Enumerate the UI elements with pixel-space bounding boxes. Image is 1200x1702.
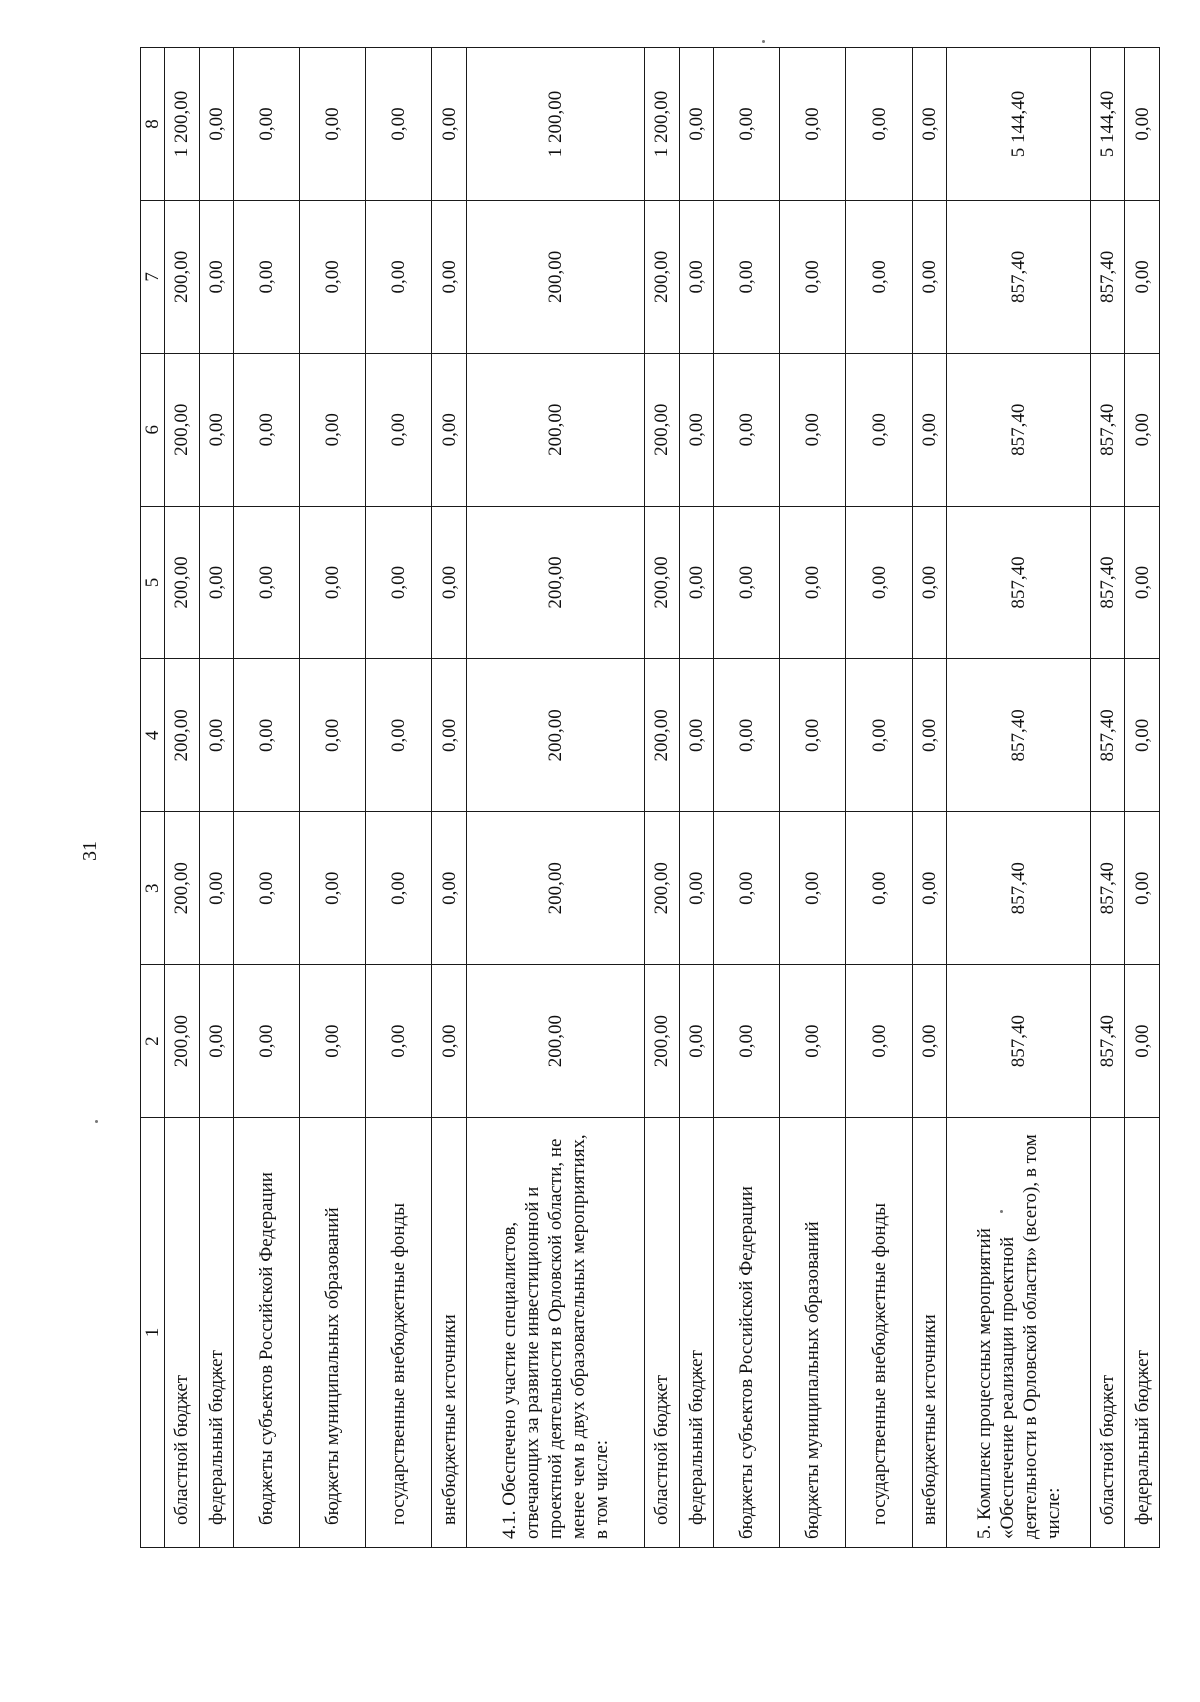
value-cell: 0,00 (199, 812, 234, 965)
value-cell: 0,00 (300, 48, 366, 201)
value-cell: 200,00 (645, 812, 680, 965)
value-cell: 0,00 (234, 353, 300, 506)
value-cell: 0,00 (912, 200, 947, 353)
value-cell: 0,00 (679, 48, 714, 201)
value-cell: 0,00 (679, 965, 714, 1118)
table-row (780, 48, 846, 1548)
rotated-table-sheet (140, 48, 1160, 1548)
value-cell: 0,00 (679, 200, 714, 353)
row-label: внебюджетные источники (432, 1118, 467, 1548)
value-cell: 0,00 (912, 353, 947, 506)
table-row (645, 48, 680, 1548)
scan-speck (95, 1120, 98, 1123)
value-cell: 0,00 (366, 812, 432, 965)
value-cell: 0,00 (234, 659, 300, 812)
value-cell: 0,00 (846, 353, 912, 506)
row-label: областной бюджет (645, 1118, 680, 1548)
budget-table (140, 47, 1160, 1548)
value-cell: 0,00 (234, 506, 300, 659)
row-label: бюджеты муниципальных образований (300, 1118, 366, 1548)
row-label: областной бюджет (1090, 1118, 1125, 1548)
value-cell: 0,00 (199, 965, 234, 1118)
table-row (165, 48, 200, 1548)
value-cell: 0,00 (300, 965, 366, 1118)
value-cell: 200,00 (466, 659, 644, 812)
value-cell: 0,00 (912, 48, 947, 201)
header-col-5: 5 (141, 506, 165, 659)
value-cell: 200,00 (165, 506, 200, 659)
row-label: 5. Комплекс процессных мероприятий «Обеспечение реализации проектной деятельности в Орловской области» (всего), в том числе: (947, 1118, 1091, 1548)
value-cell: 857,40 (947, 506, 1091, 659)
value-cell: 857,40 (1090, 506, 1125, 659)
value-cell: 857,40 (947, 965, 1091, 1118)
value-cell: 0,00 (714, 48, 780, 201)
row-label: федеральный бюджет (1125, 1118, 1160, 1548)
value-cell: 200,00 (165, 965, 200, 1118)
value-cell: 0,00 (300, 353, 366, 506)
value-cell: 200,00 (466, 812, 644, 965)
scan-speck (762, 40, 765, 43)
header-col-4: 4 (141, 659, 165, 812)
row-label: федеральный бюджет (679, 1118, 714, 1548)
value-cell: 0,00 (780, 506, 846, 659)
value-cell: 0,00 (199, 353, 234, 506)
value-cell: 0,00 (780, 965, 846, 1118)
value-cell: 0,00 (432, 506, 467, 659)
row-label: бюджеты муниципальных образований (780, 1118, 846, 1548)
table-row (199, 48, 234, 1548)
value-cell: 857,40 (1090, 659, 1125, 812)
value-cell: 857,40 (947, 659, 1091, 812)
value-cell: 0,00 (300, 659, 366, 812)
table-row (300, 48, 366, 1548)
value-cell: 0,00 (1125, 965, 1160, 1118)
page-number: 31 (79, 841, 101, 861)
table-row (679, 48, 714, 1548)
value-cell: 0,00 (714, 353, 780, 506)
row-label: государственные внебюджетные фонды (366, 1118, 432, 1548)
value-cell: 0,00 (846, 506, 912, 659)
value-cell: 0,00 (1125, 506, 1160, 659)
table-body (165, 48, 1160, 1548)
value-cell: 0,00 (432, 200, 467, 353)
value-cell: 0,00 (714, 506, 780, 659)
value-cell: 0,00 (780, 659, 846, 812)
header-col-2: 2 (141, 965, 165, 1118)
header-col-1: 1 (141, 1118, 165, 1548)
value-cell: 200,00 (165, 200, 200, 353)
value-cell: 0,00 (1125, 659, 1160, 812)
value-cell: 0,00 (780, 812, 846, 965)
value-cell: 0,00 (432, 353, 467, 506)
value-cell: 0,00 (1125, 812, 1160, 965)
value-cell: 0,00 (714, 812, 780, 965)
value-cell: 857,40 (947, 812, 1091, 965)
value-cell: 0,00 (366, 659, 432, 812)
table-row (366, 48, 432, 1548)
value-cell: 200,00 (645, 659, 680, 812)
value-cell: 0,00 (912, 506, 947, 659)
value-cell: 0,00 (679, 506, 714, 659)
value-cell: 0,00 (432, 965, 467, 1118)
value-cell: 200,00 (165, 812, 200, 965)
table-row (714, 48, 780, 1548)
value-cell: 0,00 (780, 353, 846, 506)
header-row (141, 48, 165, 1548)
row-label: государственные внебюджетные фонды (846, 1118, 912, 1548)
row-label: внебюджетные источники (912, 1118, 947, 1548)
value-cell: 857,40 (1090, 812, 1125, 965)
value-cell: 5 144,40 (1090, 48, 1125, 201)
value-cell: 0,00 (199, 48, 234, 201)
value-cell: 857,40 (1090, 965, 1125, 1118)
row-label: областной бюджет (165, 1118, 200, 1548)
value-cell: 0,00 (234, 965, 300, 1118)
table-row (234, 48, 300, 1548)
value-cell: 0,00 (846, 200, 912, 353)
value-cell: 1 200,00 (645, 48, 680, 201)
value-cell: 857,40 (1090, 353, 1125, 506)
value-cell: 0,00 (1125, 200, 1160, 353)
value-cell: 0,00 (366, 965, 432, 1118)
value-cell: 0,00 (679, 353, 714, 506)
value-cell: 0,00 (780, 48, 846, 201)
value-cell: 0,00 (234, 200, 300, 353)
row-label: 4.1. Обеспечено участие специалистов, отвечающих за развитие инвестиционной и проектной деятельности в Орловской области, не менее чем в двух образовательных мероприятиях, в том числе: (466, 1118, 644, 1548)
value-cell: 0,00 (679, 812, 714, 965)
value-cell: 857,40 (1090, 200, 1125, 353)
value-cell: 0,00 (199, 659, 234, 812)
value-cell: 0,00 (912, 812, 947, 965)
value-cell: 0,00 (714, 659, 780, 812)
table-row (432, 48, 467, 1548)
value-cell: 0,00 (234, 812, 300, 965)
header-col-7: 7 (141, 200, 165, 353)
value-cell: 0,00 (366, 353, 432, 506)
table-row (912, 48, 947, 1548)
value-cell: 0,00 (1125, 48, 1160, 201)
value-cell: 0,00 (846, 659, 912, 812)
value-cell: 1 200,00 (466, 48, 644, 201)
value-cell: 0,00 (432, 812, 467, 965)
value-cell: 0,00 (846, 965, 912, 1118)
value-cell: 0,00 (780, 200, 846, 353)
value-cell: 0,00 (366, 200, 432, 353)
value-cell: 200,00 (165, 353, 200, 506)
table-row (466, 48, 644, 1548)
table-row (846, 48, 912, 1548)
row-label: бюджеты субъектов Российской Федерации (714, 1118, 780, 1548)
value-cell: 0,00 (846, 812, 912, 965)
value-cell: 0,00 (366, 506, 432, 659)
value-cell: 0,00 (234, 48, 300, 201)
value-cell: 1 200,00 (165, 48, 200, 201)
value-cell: 0,00 (300, 506, 366, 659)
header-col-8: 8 (141, 48, 165, 201)
value-cell: 200,00 (466, 965, 644, 1118)
value-cell: 0,00 (432, 48, 467, 201)
row-label: федеральный бюджет (199, 1118, 234, 1548)
value-cell: 5 144,40 (947, 48, 1091, 201)
table-row (947, 48, 1091, 1548)
value-cell: 0,00 (912, 659, 947, 812)
value-cell: 0,00 (714, 200, 780, 353)
value-cell: 0,00 (300, 200, 366, 353)
value-cell: 200,00 (466, 200, 644, 353)
value-cell: 200,00 (466, 353, 644, 506)
value-cell: 0,00 (199, 200, 234, 353)
value-cell: 0,00 (846, 48, 912, 201)
value-cell: 200,00 (645, 200, 680, 353)
table-row (1125, 48, 1160, 1548)
value-cell: 0,00 (366, 48, 432, 201)
value-cell: 200,00 (466, 506, 644, 659)
header-col-3: 3 (141, 812, 165, 965)
table-header (141, 48, 165, 1548)
header-col-6: 6 (141, 353, 165, 506)
value-cell: 200,00 (645, 965, 680, 1118)
value-cell: 200,00 (645, 506, 680, 659)
table-row (1090, 48, 1125, 1548)
value-cell: 200,00 (165, 659, 200, 812)
row-label: бюджеты субъектов Российской Федерации (234, 1118, 300, 1548)
value-cell: 0,00 (1125, 353, 1160, 506)
value-cell: 0,00 (679, 659, 714, 812)
value-cell: 857,40 (947, 200, 1091, 353)
value-cell: 200,00 (645, 353, 680, 506)
value-cell: 0,00 (714, 965, 780, 1118)
value-cell: 0,00 (912, 965, 947, 1118)
value-cell: 0,00 (300, 812, 366, 965)
value-cell: 0,00 (199, 506, 234, 659)
value-cell: 0,00 (432, 659, 467, 812)
value-cell: 857,40 (947, 353, 1091, 506)
